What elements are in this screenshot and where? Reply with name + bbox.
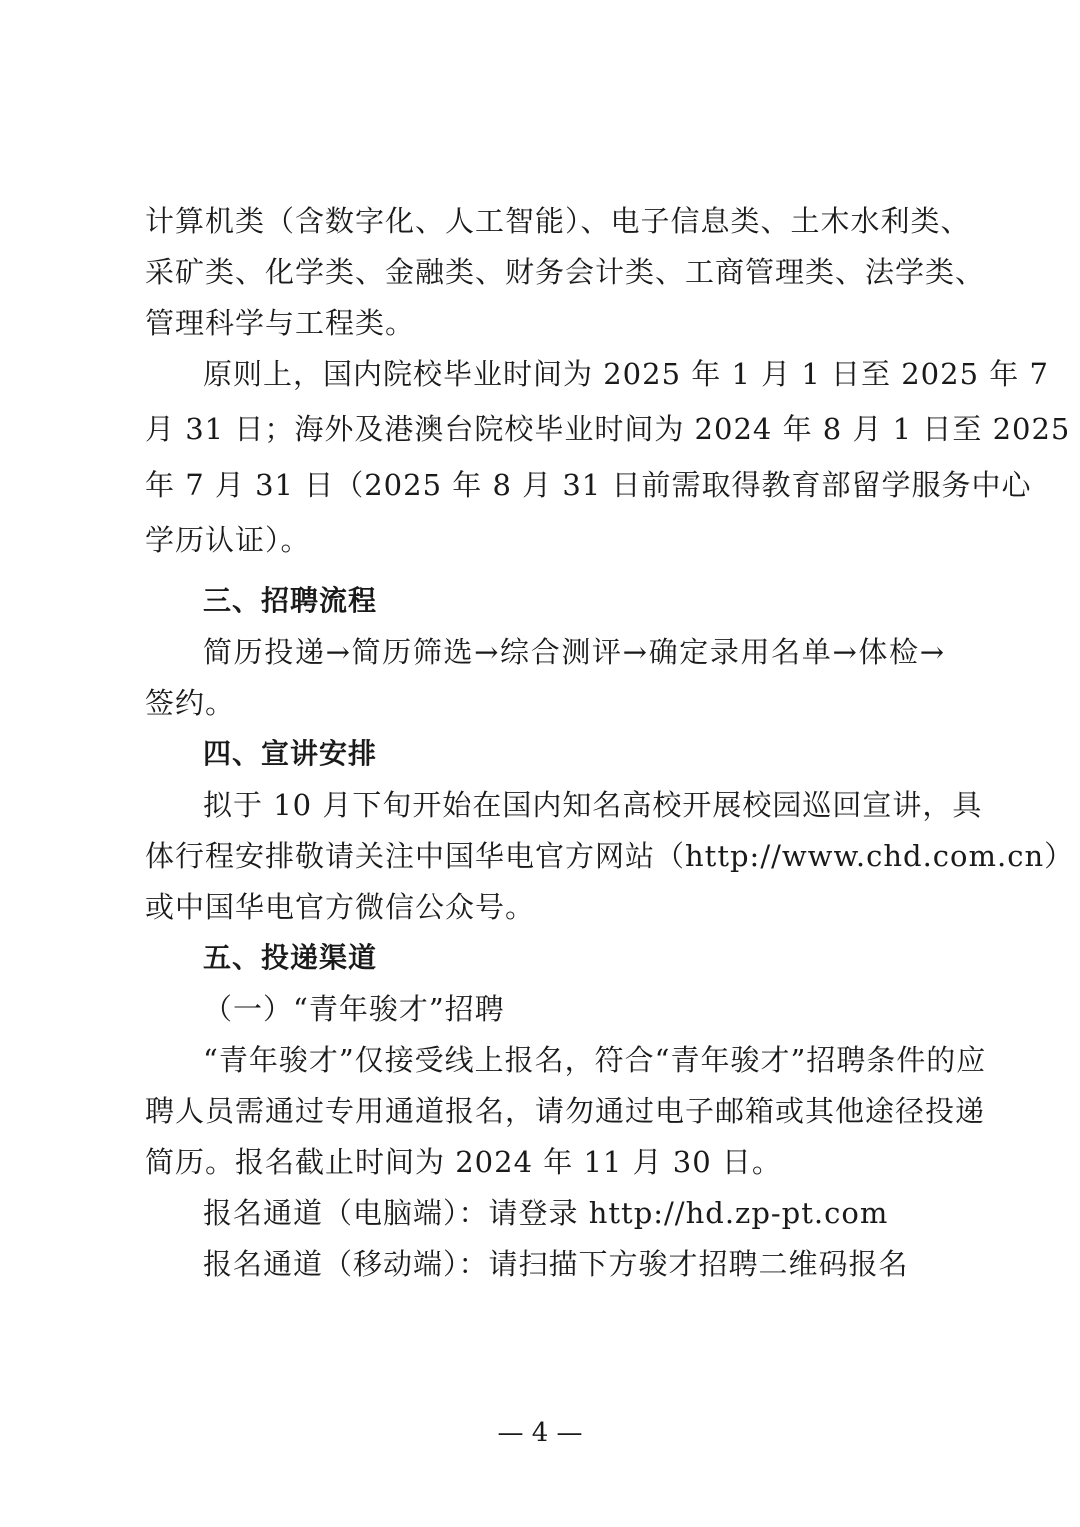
presentation-line-2: 体行程安排敬请关注中国华电官方网站（http://www.chd.com.cn） (145, 839, 1075, 873)
subheading-youth-talent: （一）“青年骏才”招聘 (203, 992, 505, 1026)
body-line-3: 管理科学与工程类。 (145, 306, 416, 340)
section-heading-channels: 五、投递渠道 (203, 941, 378, 974)
registration-channel-pc: 报名通道（电脑端）：请登录 http://hd.zp-pt.com (203, 1196, 889, 1230)
channel-paragraph-line-3: 简历。报名截止时间为 2024 年 11 月 30 日。 (145, 1145, 782, 1179)
paragraph-graduation-line-4: 学历认证）。 (145, 523, 311, 557)
paragraph-graduation-line-1: 原则上，国内院校毕业时间为 2025 年 1 月 1 日至 2025 年 7 (203, 357, 1049, 391)
presentation-line-3: 或中国华电官方微信公众号。 (145, 890, 536, 924)
body-line-1: 计算机类（含数字化、人工智能）、电子信息类、土木水利类、 (145, 204, 971, 238)
presentation-line-1: 拟于 10 月下旬开始在国内知名高校开展校园巡回宣讲，具 (203, 788, 983, 822)
paragraph-graduation-line-2: 月 31 日；海外及港澳台院校毕业时间为 2024 年 8 月 1 日至 2025 (145, 412, 1071, 446)
body-line-2: 采矿类、化学类、金融类、财务会计类、工商管理类、法学类、 (145, 255, 986, 289)
paragraph-graduation-line-3: 年 7 月 31 日（2025 年 8 月 31 日前需取得教育部留学服务中心 (145, 468, 1032, 502)
channel-paragraph-line-1: “青年骏才”仅接受线上报名，符合“青年骏才”招聘条件的应 (203, 1043, 987, 1077)
registration-channel-mobile: 报名通道（移动端）：请扫描下方骏才招聘二维码报名 (203, 1247, 909, 1281)
section-heading-recruitment-process: 三、招聘流程 (203, 584, 378, 617)
section-heading-presentation: 四、宣讲安排 (203, 737, 378, 770)
process-line-2: 签约。 (145, 686, 236, 720)
channel-paragraph-line-2: 聘人员需通过专用通道报名，请勿通过电子邮箱或其他途径投递 (145, 1094, 986, 1128)
process-line-1: 简历投递→简历筛选→综合测评→确定录用名单→体检→ (203, 635, 945, 669)
page-number: — 4 — (497, 1418, 583, 1448)
